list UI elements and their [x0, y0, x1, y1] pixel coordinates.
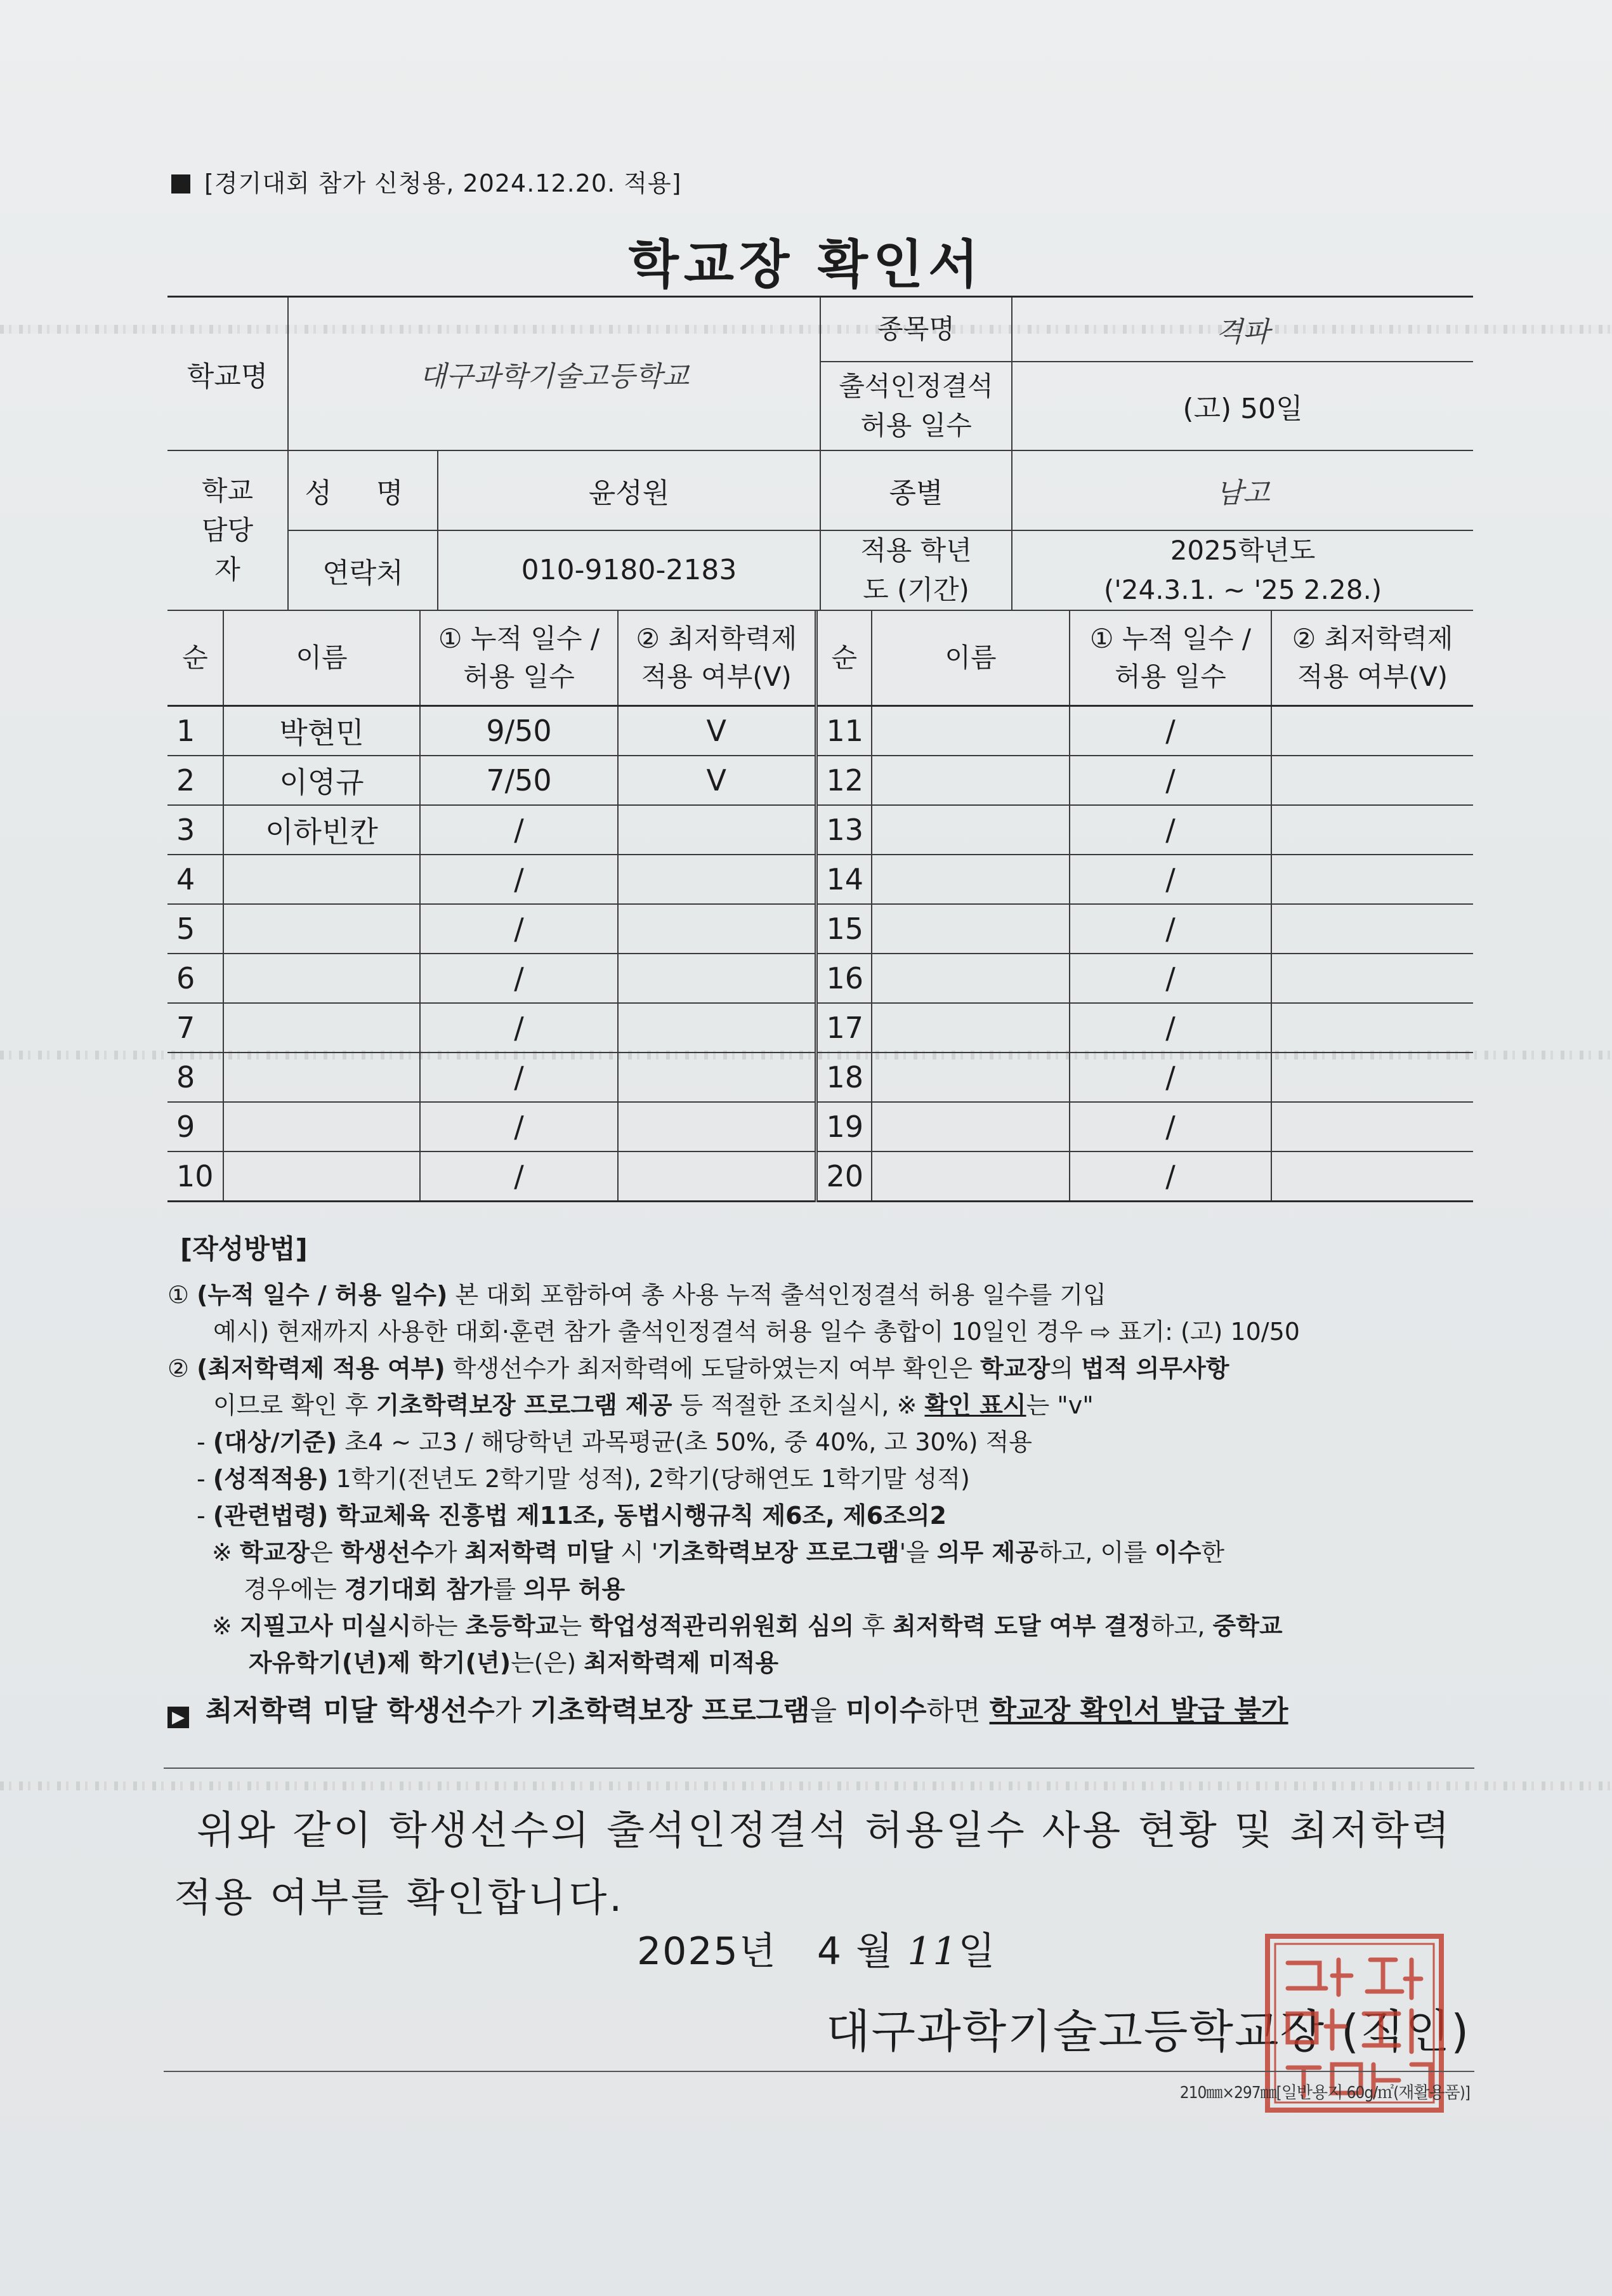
instructions-section	[167, 1231, 1474, 1729]
min-achievement-check	[1271, 1053, 1473, 1102]
table-row	[167, 1151, 1473, 1202]
min-achievement-check	[1271, 1102, 1473, 1151]
confirmation-statement: 위와 같이 학생선수의 출석인정결석 허용일수 사용 현황 및 최저학력 적용 여부를 확인합니다.	[174, 1807, 1452, 1920]
row-number: 16	[816, 954, 872, 1003]
student-name	[872, 705, 1070, 756]
col-header-name: 이름	[872, 610, 1070, 705]
school-year-label: 적용 학년도 (기간)	[820, 530, 1012, 610]
student-name	[872, 1003, 1070, 1053]
min-achievement-check	[1271, 904, 1473, 954]
instruction-line: 자유학기(년)제 학기(년)는(은) 최저학력제 미적용	[249, 1649, 779, 1677]
min-achievement-check	[618, 1102, 816, 1151]
absence-days: /	[1070, 855, 1271, 904]
row-number: 12	[816, 756, 872, 805]
absence-days: /	[1070, 1151, 1271, 1202]
category-value: 남고	[1012, 450, 1473, 530]
student-roster-table	[167, 610, 1473, 1202]
student-name	[872, 954, 1070, 1003]
min-achievement-check	[1271, 954, 1473, 1003]
absence-days: /	[1070, 1053, 1271, 1102]
min-achievement-check: V	[618, 705, 816, 756]
absence-days-label: 출석인정결석 허용 일수	[820, 362, 1012, 450]
table-row	[167, 1003, 1473, 1053]
table-row	[167, 705, 1473, 756]
min-achievement-check	[1271, 805, 1473, 855]
col-header-days: ① 누적 일수 / 허용 일수	[1070, 610, 1271, 705]
min-achievement-check	[618, 1053, 816, 1102]
absence-days: /	[420, 1102, 618, 1151]
absence-days-value: (고) 50일	[1012, 362, 1473, 450]
instruction-line: ※ 지필고사 미실시하는 초등학교는 학업성적관리위원회 심의 후 최저학력 도달 여부 결정하고, 중학교	[212, 1612, 1283, 1640]
student-name	[223, 1053, 420, 1102]
contact-value: 010-9180-2183	[438, 530, 820, 610]
document-title: 학교장 확인서	[628, 235, 984, 295]
min-achievement-check	[618, 855, 816, 904]
min-achievement-check	[1271, 1151, 1473, 1202]
row-number: 15	[816, 904, 872, 954]
student-name	[872, 855, 1070, 904]
row-number: 9	[167, 1102, 223, 1151]
instructions-title: [작성방법]	[180, 1233, 308, 1264]
instruction-line: ※ 학교장은 학생선수가 최저학력 미달 시 '기초학력보장 프로그램'을 의무 제공하고, 이를 이수한	[212, 1538, 1225, 1566]
instruction-line: ② (최저학력제 적용 여부) 학생선수가 최저학력에 도달하였는지 여부 확인은 학교장의 법적 의무사항	[167, 1355, 1229, 1382]
student-name: 이하빈칸	[223, 805, 420, 855]
instruction-line: ① (누적 일수 / 허용 일수) 본 대회 포함하여 총 사용 누적 출석인정결석 허용 일수를 기입	[167, 1281, 1106, 1309]
col-header-no: 순	[167, 610, 223, 705]
table-row	[167, 855, 1473, 904]
square-bullet-icon	[171, 174, 190, 194]
row-number: 20	[816, 1151, 872, 1202]
min-achievement-check	[1271, 705, 1473, 756]
fold-crease	[0, 1781, 1612, 1790]
row-number: 10	[167, 1151, 223, 1202]
student-name	[223, 1151, 420, 1202]
absence-days: /	[1070, 1102, 1271, 1151]
absence-days: /	[420, 855, 618, 904]
instruction-line: 예시) 현재까지 사용한 대회·훈련 참가 출석인정결석 허용 일수 총합이 10일인 경우 ⇨ 표기: (고) 10/50	[213, 1318, 1300, 1346]
min-achievement-check	[1271, 855, 1473, 904]
roster-header-row	[167, 610, 1473, 705]
row-number: 5	[167, 904, 223, 954]
principal-signature-line: 대구과학기술고등학교장 (직인)	[826, 2005, 1471, 2058]
absence-days: /	[420, 1003, 618, 1053]
student-name	[223, 855, 420, 904]
issue-date: 2025년 4 월 11일	[637, 1929, 997, 1974]
col-header-days: ① 누적 일수 / 허용 일수	[420, 610, 618, 705]
absence-days: 9/50	[420, 705, 618, 756]
category-label: 종별	[820, 450, 1012, 530]
manager-name-label: 성 명	[288, 450, 438, 530]
row-number: 3	[167, 805, 223, 855]
row-number: 18	[816, 1053, 872, 1102]
student-name	[872, 805, 1070, 855]
application-note: [경기대회 참가 신청용, 2024.12.20. 적용]	[171, 164, 682, 199]
row-number: 19	[816, 1102, 872, 1151]
student-name	[872, 904, 1070, 954]
student-name	[872, 1102, 1070, 1151]
table-row	[167, 1053, 1473, 1102]
paper-spec-note: 210㎜×297㎜[일반용지 60g/㎡(재활용품)]	[1179, 2083, 1470, 2102]
event-value: 격파	[1012, 297, 1473, 362]
student-name: 이영규	[223, 756, 420, 805]
school-name-label: 학교명	[167, 297, 288, 450]
school-year-value: 2025학년도 ('24.3.1. ~ '25 2.28.)	[1012, 530, 1473, 610]
min-achievement-check	[618, 1003, 816, 1053]
absence-days: /	[420, 904, 618, 954]
absence-days: /	[420, 805, 618, 855]
row-number: 6	[167, 954, 223, 1003]
row-number: 14	[816, 855, 872, 904]
absence-days: 7/50	[420, 756, 618, 805]
row-number: 4	[167, 855, 223, 904]
divider	[164, 1768, 1474, 1769]
absence-days: /	[1070, 1003, 1271, 1053]
min-achievement-check	[618, 1151, 816, 1202]
min-achievement-check	[618, 954, 816, 1003]
table-row	[167, 904, 1473, 954]
row-number: 2	[167, 756, 223, 805]
absence-days: /	[420, 1151, 618, 1202]
col-header-name: 이름	[223, 610, 420, 705]
table-row	[167, 756, 1473, 805]
contact-label: 연락처	[288, 530, 438, 610]
row-number: 1	[167, 705, 223, 756]
student-name	[223, 1102, 420, 1151]
row-number: 8	[167, 1053, 223, 1102]
min-achievement-check	[618, 805, 816, 855]
school-info-table	[167, 296, 1473, 611]
row-number: 17	[816, 1003, 872, 1053]
student-name	[872, 756, 1070, 805]
student-name	[872, 1151, 1070, 1202]
manager-label: 학교 담당자	[167, 450, 288, 610]
student-name	[223, 954, 420, 1003]
row-number: 13	[816, 805, 872, 855]
min-achievement-check	[1271, 756, 1473, 805]
col-header-no: 순	[816, 610, 872, 705]
absence-days: /	[1070, 954, 1271, 1003]
student-name	[223, 904, 420, 954]
school-name-value: 대구과학기술고등학교	[288, 297, 820, 450]
table-row	[167, 805, 1473, 855]
divider	[164, 2071, 1474, 2072]
min-achievement-check	[618, 904, 816, 954]
student-name: 박현민	[223, 705, 420, 756]
instruction-line: 이므로 확인 후 기초학력보장 프로그램 제공 등 적절한 조치실시, ※ 확인 표시는 "v"	[213, 1391, 1094, 1419]
instruction-line: - (관련법령) 학교체육 진흥법 제11조, 동법시행규칙 제6조, 제6조의2	[197, 1502, 947, 1530]
instruction-line: - (성적적용) 1학기(전년도 2학기말 성적), 2학기(당해연도 1학기말 성적)	[197, 1465, 970, 1493]
row-number: 7	[167, 1003, 223, 1053]
event-label: 종목명	[820, 297, 1012, 362]
instruction-line: 경우에는 경기대회 참가를 의무 허용	[244, 1575, 626, 1603]
absence-days: /	[1070, 705, 1271, 756]
row-number: 11	[816, 705, 872, 756]
instruction-line: - (대상/기준) 초4 ~ 고3 / 해당학년 과목평균(초 50%, 중 40%, 고 30%) 적용	[197, 1428, 1033, 1456]
absence-days: /	[1070, 904, 1271, 954]
col-header-min: ② 최저학력제 적용 여부(V)	[1271, 610, 1473, 705]
absence-days: /	[420, 954, 618, 1003]
min-achievement-check: V	[618, 756, 816, 805]
table-row	[167, 954, 1473, 1003]
min-achievement-check	[1271, 1003, 1473, 1053]
absence-days: /	[1070, 756, 1271, 805]
absence-days: /	[1070, 805, 1271, 855]
student-name	[872, 1053, 1070, 1102]
absence-days: /	[420, 1053, 618, 1102]
arrow-box-icon: ▶	[167, 1707, 189, 1728]
manager-name-value: 윤성원	[438, 450, 820, 530]
final-warning: ▶ 최저학력 미달 학생선수가 기초학력보장 프로그램을 미이수하면 학교장 확인서 발급 불가	[167, 1693, 1474, 1729]
student-name	[223, 1003, 420, 1053]
col-header-min: ② 최저학력제 적용 여부(V)	[618, 610, 816, 705]
table-row	[167, 1102, 1473, 1151]
